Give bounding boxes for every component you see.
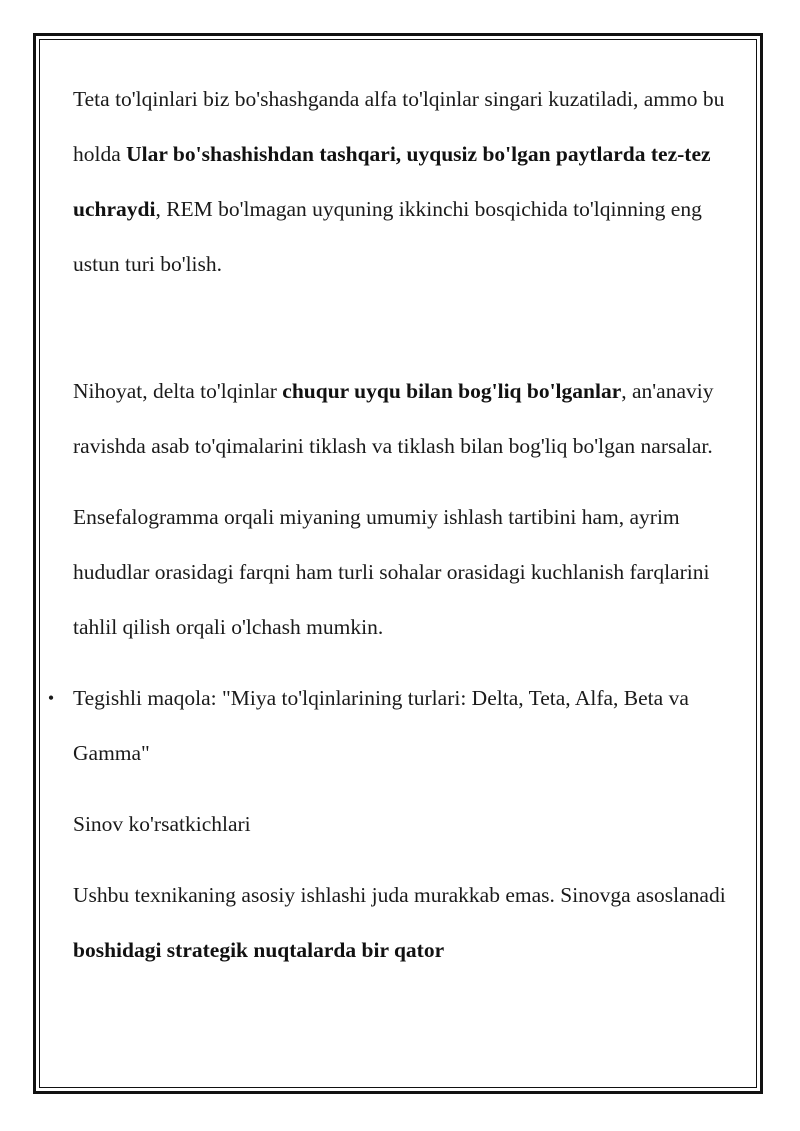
paragraph-text: , REM bo'lmagan uyquning ikkinchi bosqichida to'lqinning eng ustun turi bo'lish. — [73, 197, 702, 276]
bold-text: chuqur uyqu bilan bog'liq bo'lganlar — [282, 379, 622, 403]
document-body — [47, 72, 733, 978]
bold-text: boshidagi strategik nuqtalarda bir qator — [73, 938, 445, 962]
related-article-link-text[interactable]: Tegishli maqola: "Miya to'lqinlarining turlari: Delta, Teta, Alfa, Beta va Gamma" — [73, 686, 689, 765]
paragraph-theta-waves — [73, 72, 733, 292]
paragraph-text: Nihoyat, delta to'lqinlar — [73, 379, 283, 403]
section-heading-test-indicators — [73, 797, 733, 852]
paragraph-text: Ensefalogramma orqali miyaning umumiy ishlash tartibini ham, ayrim hududlar orasidagi farqni ham turli sohalar orasidagi kuchlanish farqlarini tahlil qilish orqali o'lchash mumkin. — [73, 505, 710, 639]
list-item-related-article — [47, 671, 733, 781]
bullet-icon: • — [47, 688, 55, 708]
paragraph-technique — [73, 868, 733, 978]
paragraph-encephalogram — [73, 490, 733, 655]
paragraph-text: Sinov ko'rsatkichlari — [73, 812, 251, 836]
paragraph-text: Ushbu texnikaning asosiy ishlashi juda murakkab emas. Sinovga asoslanadi — [73, 883, 726, 907]
paragraph-text: Teta to'lqinlari biz bo'shashganda alfa to'lqinlar singari kuzatiladi, ammo bu holda — [73, 87, 725, 166]
bold-text: Ular bo'shashishdan tashqari, uyqusiz bo'lgan paytlarda tez-tez uchraydi — [73, 142, 711, 221]
paragraph-delta-waves — [73, 364, 733, 474]
paragraph-text: , an'anaviy ravishda asab to'qimalarini tiklash va tiklash bilan bog'liq bo'lgan narsalar. — [73, 379, 714, 458]
